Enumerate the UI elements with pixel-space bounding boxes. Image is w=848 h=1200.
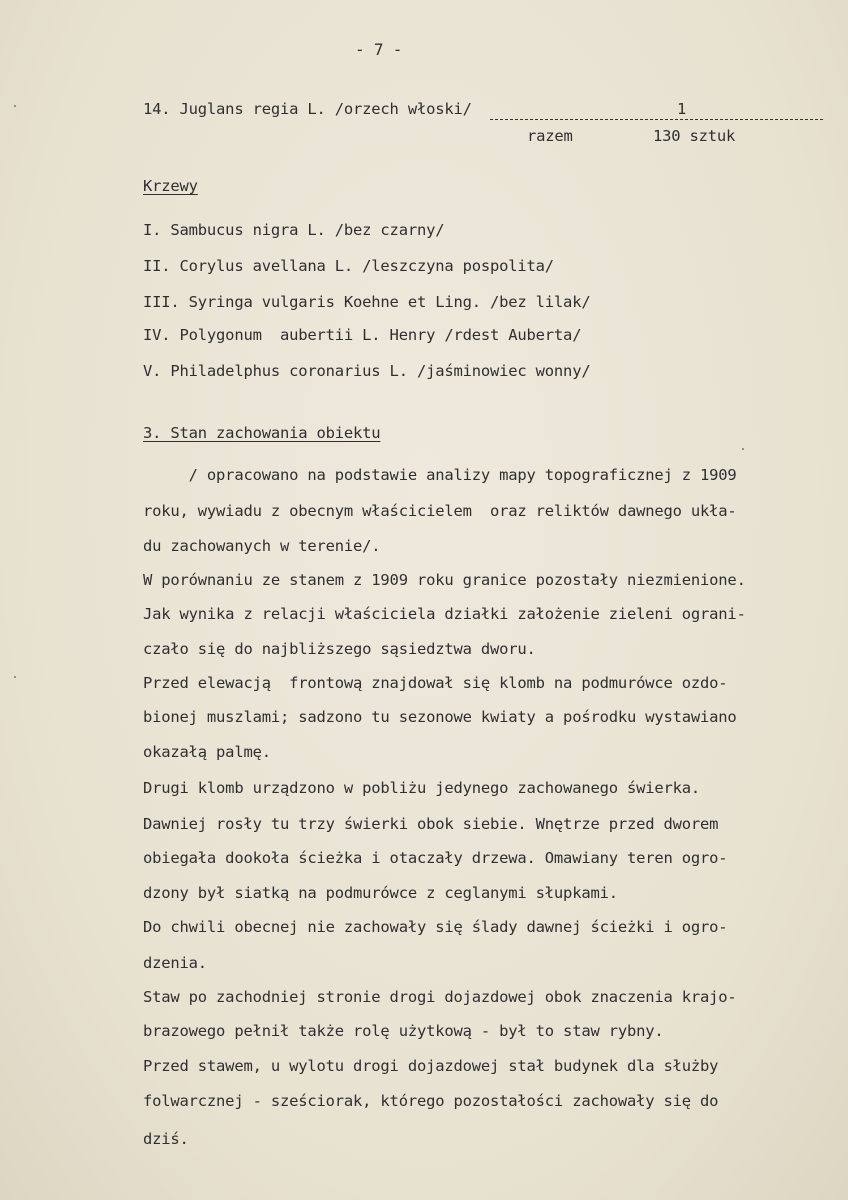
shrub-item: II. Corylus avellana L. /leszczyna pospolita/ [143, 257, 554, 275]
entry-leader-line [490, 119, 823, 120]
body-line: okazałą palmę. [143, 743, 271, 761]
body-line: Staw po zachodniej stronie drogi dojazdowej obok znaczenia krajo- [143, 988, 737, 1006]
shrubs-heading: Krzewy [143, 177, 198, 195]
body-line: / opracowano na podstawie analizy mapy topograficznej z 1909 [143, 466, 737, 484]
body-line: obiegała dookoła ścieżka i otaczały drzewa. Omawiany teren ogro- [143, 849, 728, 867]
body-line: roku, wywiadu z obecnym właścicielem oraz reliktów dawnego ukła- [143, 502, 737, 520]
total-label: razem [527, 127, 573, 145]
body-line: Przed elewacją frontową znajdował się klomb na podmurówce ozdo- [143, 674, 728, 692]
body-line: W porównaniu ze stanem z 1909 roku granice pozostały niezmienione. [143, 571, 746, 589]
page-number: - 7 - [355, 40, 403, 59]
body-line: Jak wynika z relacji właściciela działki założenie zieleni ograni- [143, 605, 746, 623]
body-line: folwarcznej - sześciorak, którego pozostałości zachowały się do [143, 1092, 719, 1110]
shrub-item: IV. Polygonum aubertii L. Henry /rdest Auberta/ [143, 326, 582, 344]
body-line: Drugi klomb urządzono w pobliżu jedynego zachowanego świerka. [143, 779, 701, 797]
body-line: bionej muszlami; sadzono tu sezonowe kwiaty a pośrodku wystawiano [143, 708, 737, 726]
body-line: Dawniej rosły tu trzy świerki obok siebie. Wnętrze przed dworem [143, 815, 719, 833]
plant-entry-text: 14. Juglans regia L. /orzech włoski/ [143, 100, 472, 118]
plant-entry-count: 1 [677, 100, 687, 118]
body-line: dzony był siatką na podmurówce z ceglanymi słupkami. [143, 884, 618, 902]
shrub-item: I. Sambucus nigra L. /bez czarny/ [143, 221, 445, 239]
shrub-item: V. Philadelphus coronarius L. /jaśminowiec wonny/ [143, 362, 591, 380]
total-value: 130 sztuk [653, 127, 736, 145]
body-line: dzenia. [143, 954, 207, 972]
body-line: Przed stawem, u wylotu drogi dojazdowej stał budynek dla służby [143, 1057, 719, 1075]
body-line: Do chwili obecnej nie zachowały się ślady dawnej ścieżki i ogro- [143, 918, 728, 936]
body-line: du zachowanych w terenie/. [143, 537, 381, 555]
body-line: dziś. [143, 1130, 189, 1148]
paper-speck [742, 448, 744, 450]
paper-speck [14, 676, 16, 678]
shrub-item: III. Syringa vulgaris Koehne et Ling. /bez lilak/ [143, 293, 591, 311]
body-line: brazowego pełnił także rolę użytkową - był to staw rybny. [143, 1022, 664, 1040]
paper-speck [14, 105, 16, 107]
section-3-heading: 3. Stan zachowania obiektu [143, 424, 381, 442]
body-line: czało się do najbliższego sąsiedztwa dworu. [143, 640, 536, 658]
